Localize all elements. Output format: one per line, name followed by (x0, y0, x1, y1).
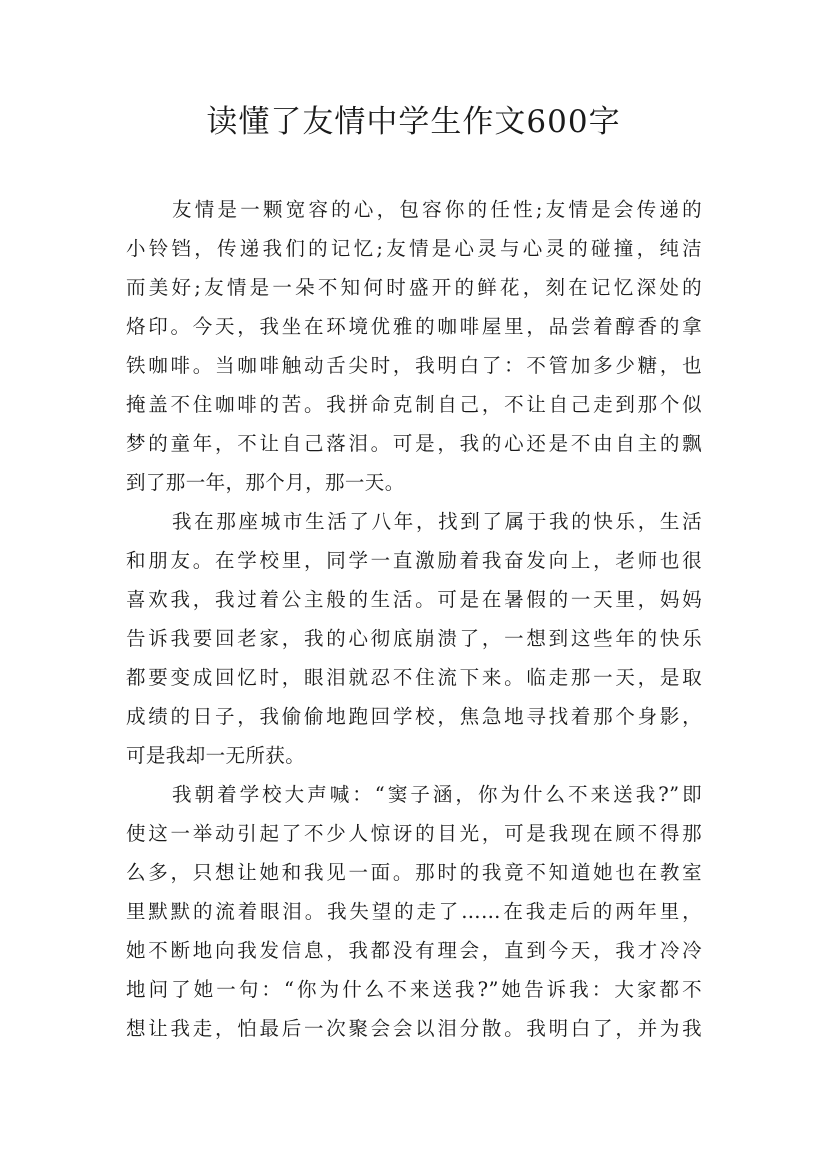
paragraph-1-line-7: 梦的童年，不让自己落泪。可是，我的心还是不由自主的飘 (126, 432, 702, 455)
document-title: 读懂了友情中学生作文600字 (206, 104, 621, 140)
paragraph-2-line-7: 可是我却一无所获。 (126, 744, 306, 767)
paragraph-1-line-6: 掩盖不住咖啡的苦。我拼命克制自己，不让自己走到那个似 (126, 393, 702, 416)
paragraph-3-line-2: 使这一举动引起了不少人惊讶的目光，可是我现在顾不得那 (126, 822, 702, 845)
paragraph-1-line-2: 小铃铛，传递我们的记忆;友情是心灵与心灵的碰撞，纯洁 (126, 237, 702, 260)
paragraph-1-line-3: 而美好;友情是一朵不知何时盛开的鲜花，刻在记忆深处的 (126, 276, 702, 299)
paragraph-2-line-2: 和朋友。在学校里，同学一直激励着我奋发向上，老师也很 (126, 549, 702, 572)
paragraph-2-line-3: 喜欢我，我过着公主般的生活。可是在暑假的一天里，妈妈 (126, 588, 702, 611)
paragraph-2-line-1: 我在那座城市生活了八年，找到了属于我的快乐，生活 (172, 510, 702, 533)
document-body (126, 190, 702, 1048)
paragraph-3-line-7: 想让我走，怕最后一次聚会会以泪分散。我明白了，并为我 (126, 1017, 702, 1040)
paragraph-1-line-5: 铁咖啡。当咖啡触动舌尖时，我明白了：不管加多少糖，也 (126, 354, 702, 377)
paragraph-2-line-5: 都要变成回忆时，眼泪就忍不住流下来。临走那一天，是取 (126, 666, 702, 689)
paragraph-3-line-6: 地问了她一句：“你为什么不来送我?”她告诉我：大家都不 (126, 978, 702, 1001)
paragraph-3-line-4: 里默默的流着眼泪。我失望的走了……在我走后的两年里， (126, 900, 702, 923)
paragraph-1-line-8: 到了那一年，那个月，那一天。 (126, 471, 405, 494)
paragraph-2-line-4: 告诉我要回老家，我的心彻底崩溃了，一想到这些年的快乐 (126, 627, 702, 650)
paragraph-1-line-4: 烙印。今天，我坐在环境优雅的咖啡屋里，品尝着醇香的拿 (126, 315, 702, 338)
paragraph-3-line-5: 她不断地向我发信息，我都没有理会，直到今天，我才冷冷 (126, 939, 702, 962)
paragraph-3-line-3: 么多，只想让她和我见一面。那时的我竟不知道她也在教室 (126, 861, 702, 884)
paragraph-1-line-1: 友情是一颗宽容的心，包容你的任性;友情是会传递的 (172, 198, 702, 221)
paragraph-3-line-1: 我朝着学校大声喊：“窦子涵，你为什么不来送我?”即 (172, 783, 702, 806)
paragraph-2-line-6: 成绩的日子，我偷偷地跑回学校，焦急地寻找着那个身影， (126, 705, 702, 728)
